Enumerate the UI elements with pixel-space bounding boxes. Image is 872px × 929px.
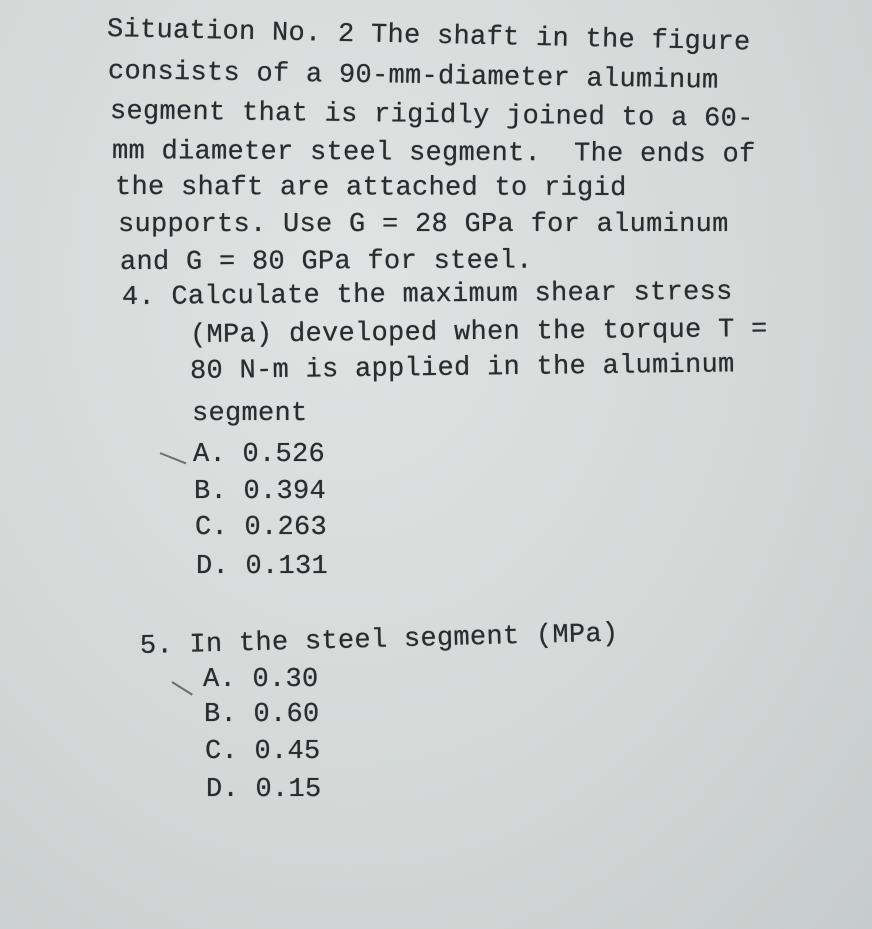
text-line: Situation No. 2 The shaft in the figure [106, 15, 751, 59]
choice-a: A. 0.30 [203, 665, 319, 695]
check-mark-icon [171, 681, 192, 695]
text-line: and G = 80 GPa for steel. [119, 246, 533, 278]
text-line: the shaft are attached to rigid [114, 173, 627, 204]
choice-c: C. 0.45 [205, 737, 321, 767]
question-text: 5. In the steel segment (MPa) [139, 619, 619, 662]
choice-d: D. 0.15 [206, 775, 322, 805]
choice-b: B. 0.394 [194, 477, 327, 507]
choice-c: C. 0.263 [195, 513, 328, 543]
question-text: segment [192, 399, 308, 429]
text-line: consists of a 90-mm-diameter aluminum [107, 57, 719, 97]
text-line: segment that is rigidly joined to a 60- [109, 97, 754, 135]
text-line: supports. Use G = 28 GPa for aluminum [118, 210, 729, 240]
choice-d: D. 0.131 [196, 552, 329, 582]
question-text: (MPa) developed when the torque T = [189, 314, 768, 351]
choice-a: A. 0.526 [193, 440, 326, 470]
question-text: 4. Calculate the maximum shear stress [121, 277, 733, 313]
question-text: 80 N-m is applied in the aluminum [189, 350, 735, 387]
check-mark-icon [160, 452, 187, 464]
choice-b: B. 0.60 [204, 700, 320, 730]
text-line: mm diameter steel segment. The ends of [111, 137, 756, 171]
